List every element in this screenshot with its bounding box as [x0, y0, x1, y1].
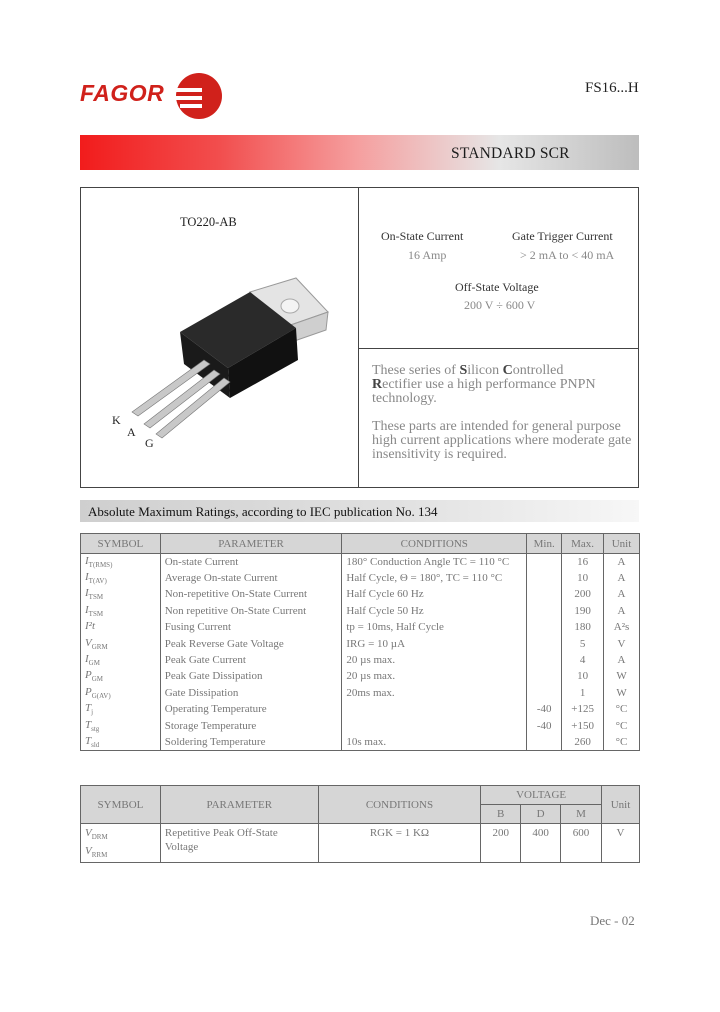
cell-min [527, 570, 562, 586]
cell-conditions [342, 717, 527, 733]
cell-parameter: Non-repetitive On-State Current [160, 586, 342, 602]
table-row [81, 652, 640, 668]
header-min: Min. [527, 534, 562, 554]
cell-max: +150 [562, 717, 604, 733]
cell-conditions: 20 µs max. [342, 668, 527, 684]
cell-symbol: $V_{GRM}$ [81, 635, 161, 651]
table-row [81, 701, 640, 717]
voltage-ratings-table [80, 785, 640, 863]
off-state-voltage-value: 200 V ÷ 600 V [464, 298, 536, 312]
pin-label-a: A [127, 425, 136, 439]
info-divider-vertical [358, 187, 359, 488]
table-row [81, 685, 640, 701]
part-code: FS16...H [585, 80, 639, 96]
cell-max: 1 [562, 685, 604, 701]
cell-parameter: Fusing Current [160, 619, 342, 635]
table-row [81, 717, 640, 733]
fagor-logo-text: FAGOR [80, 80, 165, 106]
gate-trigger-current-title: Gate Trigger Current [512, 229, 613, 243]
header-unit: Unit [604, 534, 640, 554]
cell-symbol: $I_{T(RMS)}$ [81, 554, 161, 570]
table-row [81, 734, 640, 750]
header-voltage: VOLTAGE [481, 786, 602, 805]
cell-symbol: I²t [81, 619, 161, 635]
footer-date: Dec - 02 [590, 913, 635, 928]
gate-trigger-current-value: > 2 mA to < 40 mA [520, 248, 615, 262]
cell-voltage-d: 400 [521, 824, 561, 863]
header-symbol: SYMBOL [81, 786, 161, 824]
header-unit: Unit [602, 786, 640, 824]
cell-parameter: Peak Gate Current [160, 652, 342, 668]
cell-unit: W [604, 685, 640, 701]
cell-unit: A [604, 554, 640, 570]
cell-max: 190 [562, 603, 604, 619]
cell-parameter: Non repetitive On-State Current [160, 603, 342, 619]
cell-symbol: $T_{sld}$ [81, 734, 161, 750]
cell-max: 10 [562, 668, 604, 684]
cell-symbol: $I_{TSM}$ [81, 603, 161, 619]
cell-max: +125 [562, 701, 604, 717]
cell-min [527, 586, 562, 602]
cell-max: 16 [562, 554, 604, 570]
cell-max: 4 [562, 652, 604, 668]
cell-min [527, 619, 562, 635]
cell-symbol: $I_{TSM}$ [81, 586, 161, 602]
cell-conditions: 20ms max. [342, 685, 527, 701]
header-conditions: CONDITIONS [318, 786, 481, 824]
cell-min [527, 734, 562, 750]
cell-symbol: $P_{GM}$ [81, 668, 161, 684]
cell-unit: A [604, 570, 640, 586]
cell-parameter: On-state Current [160, 554, 342, 570]
cell-voltage-m: 600 [561, 824, 602, 863]
cell-unit: A²s [604, 619, 640, 635]
cell-parameter: Peak Gate Dissipation [160, 668, 342, 684]
cell-symbol: $I_{GM}$ [81, 652, 161, 668]
cell-min [527, 635, 562, 651]
cell-min [527, 652, 562, 668]
cell-symbol: $T_{stg}$ [81, 717, 161, 733]
cell-max: 260 [562, 734, 604, 750]
cell-conditions: Half Cycle 50 Hz [342, 603, 527, 619]
fagor-logo-icon [174, 71, 224, 121]
cell-max: 5 [562, 635, 604, 651]
cell-symbol: $V_{DRM}$ $V_{RRM}$ [81, 824, 161, 863]
cell-unit: A [604, 652, 640, 668]
cell-max: 10 [562, 570, 604, 586]
off-state-voltage-title: Off-State Voltage [455, 280, 539, 294]
cell-max: 200 [562, 586, 604, 602]
to220-package-illustration [100, 270, 340, 460]
table-row [81, 603, 640, 619]
cell-unit: A [604, 603, 640, 619]
banner-title: STANDARD SCR [451, 145, 570, 162]
cell-symbol: $I_{T(AV)}$ [81, 570, 161, 586]
header-conditions: CONDITIONS [342, 534, 527, 554]
cell-unit: V [602, 824, 640, 863]
cell-conditions: Half Cycle 60 Hz [342, 586, 527, 602]
cell-unit: V [604, 635, 640, 651]
cell-conditions: 20 µs max. [342, 652, 527, 668]
cell-symbol: $T_j$ [81, 701, 161, 717]
cell-conditions: 180° Conduction Angle TC = 110 °C [342, 554, 527, 570]
header-voltage-d: D [521, 805, 561, 824]
cell-min [527, 554, 562, 570]
cell-parameter: Gate Dissipation [160, 685, 342, 701]
info-divider-horizontal [358, 348, 639, 349]
cell-conditions: Half Cycle, Θ = 180°, TC = 110 °C [342, 570, 527, 586]
cell-unit: °C [604, 717, 640, 733]
cell-conditions: RGK = 1 KΩ [318, 824, 481, 863]
cell-parameter: Repetitive Peak Off-State Voltage [160, 824, 318, 863]
table-row [81, 824, 640, 863]
cell-parameter: Storage Temperature [160, 717, 342, 733]
table-row [81, 635, 640, 651]
cell-min [527, 668, 562, 684]
cell-unit: °C [604, 701, 640, 717]
pin-label-k: K [112, 413, 121, 427]
cell-voltage-b: 200 [481, 824, 521, 863]
absolute-maximum-ratings-table [80, 533, 640, 751]
cell-parameter: Peak Reverse Gate Voltage [160, 635, 342, 651]
header-symbol: SYMBOL [81, 534, 161, 554]
table-header-row [81, 786, 640, 805]
cell-symbol: $P_{G(AV)}$ [81, 685, 161, 701]
cell-conditions [342, 701, 527, 717]
cell-min: -40 [527, 701, 562, 717]
cell-unit: W [604, 668, 640, 684]
cell-max: 180 [562, 619, 604, 635]
table-row [81, 570, 640, 586]
cell-conditions: 10s max. [342, 734, 527, 750]
table-header-row [81, 534, 640, 554]
description-paragraph-2: These parts are intended for general purpose high current applications where moderate gate insensitivity is required. [372, 419, 632, 462]
header-max: Max. [562, 534, 604, 554]
header-voltage-m: M [561, 805, 602, 824]
cell-min: -40 [527, 717, 562, 733]
table-row [81, 586, 640, 602]
table-row [81, 668, 640, 684]
table-row [81, 554, 640, 570]
header-voltage-b: B [481, 805, 521, 824]
description-paragraph-1: These series of Silicon Controlled Rectifier use a high performance PNPN technology. [372, 363, 596, 406]
header-parameter: PARAMETER [160, 534, 342, 554]
on-state-current-value: 16 Amp [408, 248, 447, 262]
package-name: TO220-AB [180, 215, 237, 229]
cell-parameter: Soldering Temperature [160, 734, 342, 750]
pin-label-g: G [145, 436, 154, 450]
cell-parameter: Average On-state Current [160, 570, 342, 586]
cell-min [527, 603, 562, 619]
table-row [81, 619, 640, 635]
cell-parameter: Operating Temperature [160, 701, 342, 717]
cell-conditions: tp = 10ms, Half Cycle [342, 619, 527, 635]
cell-min [527, 685, 562, 701]
on-state-current-title: On-State Current [381, 229, 464, 243]
section-title: Absolute Maximum Ratings, according to IEC publication No. 134 [88, 504, 438, 519]
cell-unit: A [604, 586, 640, 602]
cell-unit: °C [604, 734, 640, 750]
cell-conditions: IRG = 10 µA [342, 635, 527, 651]
header-parameter: PARAMETER [160, 786, 318, 824]
